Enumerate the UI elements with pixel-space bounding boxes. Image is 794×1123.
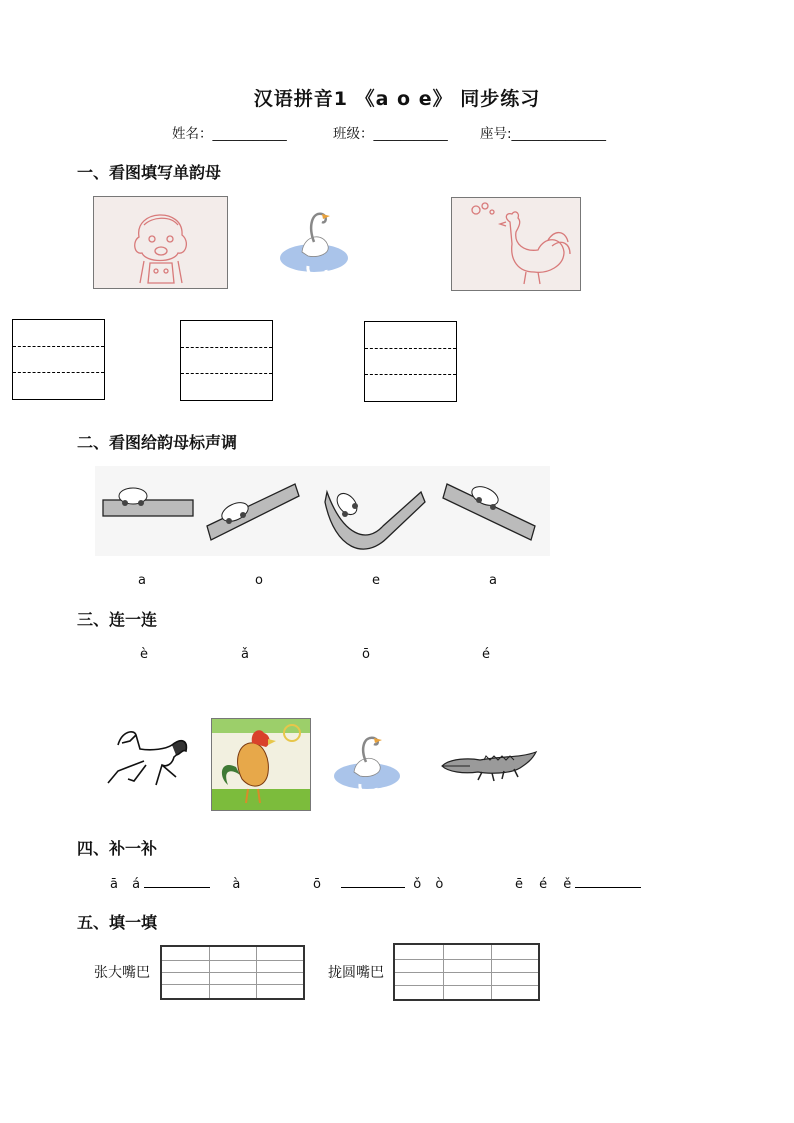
round-mouth-label: 拢圆嘴巴 (328, 965, 384, 981)
fill-row-e (515, 875, 641, 892)
blank-a[interactable] (144, 875, 210, 888)
name-field[interactable]: 姓名：___________ (172, 126, 287, 142)
car-on-road-icon (443, 483, 535, 540)
car-on-road-icon (325, 490, 425, 549)
swan-icon[interactable] (332, 732, 402, 802)
writing-box-3[interactable] (364, 321, 457, 402)
writing-grid-1[interactable] (160, 945, 305, 1000)
tone-option[interactable]: ō (362, 647, 370, 662)
tone-option[interactable]: é (482, 647, 490, 662)
section1-heading: 一、看图填写单韵母 (77, 163, 222, 182)
section3-heading: 三、连一连 (77, 610, 158, 629)
tone-o1: ō (313, 877, 321, 892)
swan-icon (278, 206, 350, 288)
fill-row-a (110, 875, 240, 892)
section4-heading: 四、补一补 (77, 839, 158, 858)
car-on-road-icon (207, 484, 299, 540)
tone-option[interactable]: è (140, 647, 148, 662)
class-field[interactable]: 班级：___________ (333, 126, 448, 142)
tone-o3: ǒ (413, 877, 422, 892)
blank-e[interactable] (575, 875, 641, 888)
tone-a1: ā (110, 877, 118, 892)
seat-field[interactable]: 座号:______________ (480, 126, 607, 142)
car-on-road-icon (103, 488, 193, 516)
blank-o[interactable] (341, 875, 405, 888)
rooster-sketch-icon (451, 197, 581, 291)
tone-option[interactable]: ǎ (241, 647, 249, 662)
open-mouth-label: 张大嘴巴 (94, 965, 150, 981)
page-title: 汉语拼音1 《a o e》 同步练习 (253, 88, 541, 110)
tone-a2: á (132, 877, 141, 892)
writing-box-2[interactable] (180, 320, 273, 401)
fill-row-o (313, 875, 443, 892)
crocodile-icon[interactable] (440, 748, 540, 784)
vowel-label: o (255, 573, 263, 588)
vowel-label: a (138, 573, 146, 588)
horse-icon[interactable] (100, 721, 190, 789)
tone-e1: ē (515, 877, 523, 892)
tone-o4: ò (435, 877, 444, 892)
writing-grid-2[interactable] (393, 943, 540, 1001)
rooster-color-icon[interactable] (211, 718, 311, 811)
section2-heading: 二、看图给韵母标声调 (77, 433, 238, 452)
tone-e2: é (539, 877, 548, 892)
writing-box-1[interactable] (12, 319, 105, 400)
tone-a4: à (232, 877, 241, 892)
tone-road-pictures (95, 466, 550, 556)
vowel-label: a (489, 573, 497, 588)
tone-e3: ě (563, 877, 572, 892)
section5-heading: 五、填一填 (77, 913, 158, 932)
vowel-label: e (372, 573, 380, 588)
girl-sketch-icon (93, 196, 228, 289)
